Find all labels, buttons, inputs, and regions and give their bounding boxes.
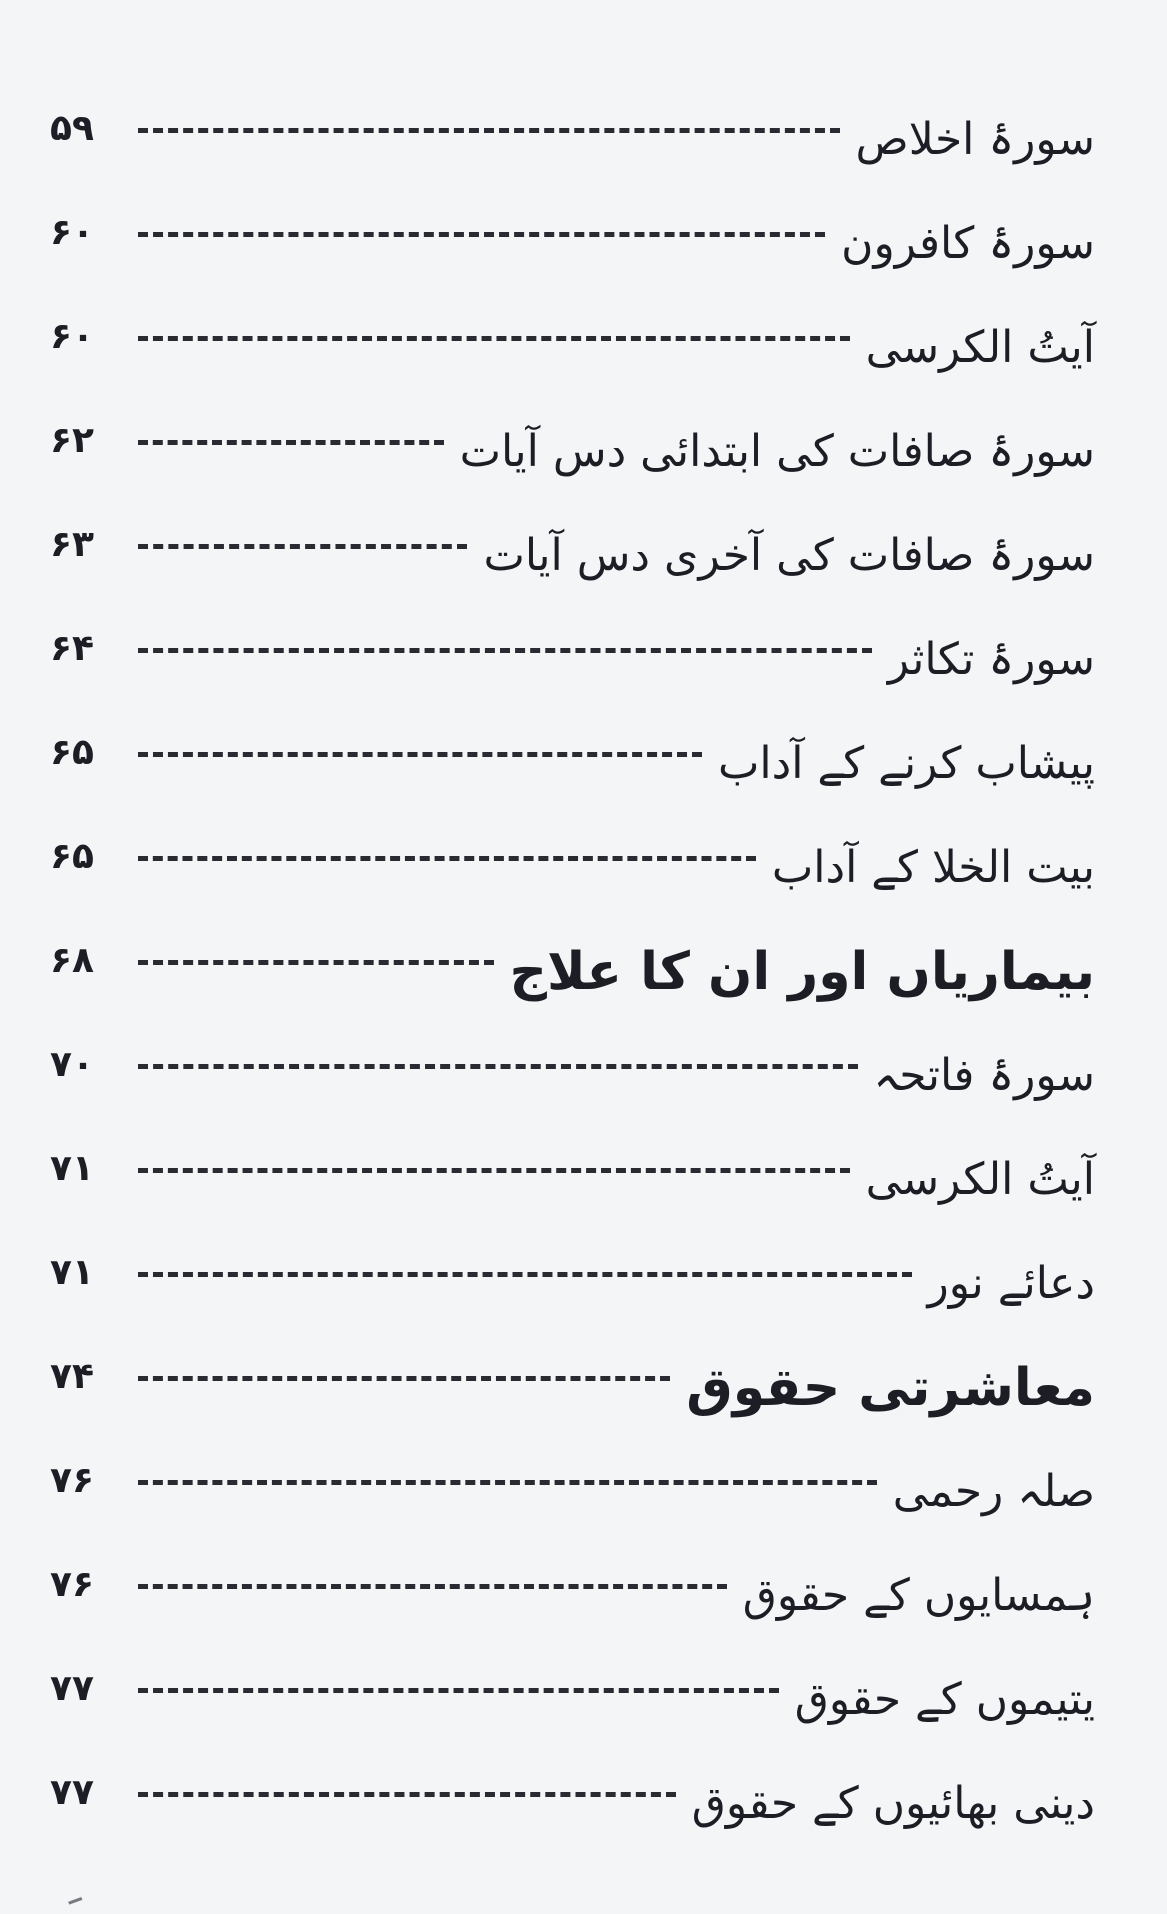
toc-leader-dots bbox=[138, 1480, 877, 1485]
toc-entry bbox=[50, 602, 1095, 706]
toc-entry-page: ۷۰ bbox=[50, 1043, 94, 1085]
toc-leader-dots bbox=[138, 1272, 912, 1277]
toc-leader-dots bbox=[138, 648, 872, 653]
toc-leader-dots bbox=[138, 1064, 858, 1069]
toc-entry bbox=[50, 1642, 1095, 1746]
toc-entry bbox=[50, 498, 1095, 602]
toc-entry-page: ۶۴ bbox=[50, 627, 94, 669]
toc-entry-page: ۷۶ bbox=[50, 1459, 94, 1501]
toc-entry-title: سورۂ تکاثر bbox=[887, 634, 1095, 685]
toc-entry-page: ۶۰ bbox=[50, 315, 94, 357]
toc-entry-title: یتیموں کے حقوق bbox=[794, 1674, 1095, 1725]
toc-entry bbox=[50, 1538, 1095, 1642]
toc-entry-page: ۶۳ bbox=[50, 523, 94, 565]
toc-entry bbox=[50, 186, 1095, 290]
toc-leader-dots bbox=[138, 960, 494, 965]
toc-entry-page: ۶۵ bbox=[50, 835, 94, 877]
toc-entry-title: ہمسایوں کے حقوق bbox=[742, 1570, 1095, 1621]
toc-entry-title: آیتُ الکرسی bbox=[865, 1154, 1095, 1205]
toc-entry-page: ۶۵ bbox=[50, 731, 94, 773]
toc-entry-title: سورۂ فاتحہ bbox=[873, 1050, 1095, 1101]
toc-leader-dots bbox=[138, 1792, 676, 1797]
toc-entry-title: سورۂ صافات کی ابتدائی دس آیات bbox=[459, 426, 1095, 477]
toc-entry-page: ۷۶ bbox=[50, 1563, 94, 1605]
toc-entry bbox=[50, 810, 1095, 914]
toc-entry-page: ۵۹ bbox=[50, 107, 94, 149]
toc-entry-title: دینی بھائیوں کے حقوق bbox=[691, 1778, 1095, 1829]
toc-entry bbox=[50, 1122, 1095, 1226]
toc-entry-page: ۷۴ bbox=[50, 1355, 94, 1397]
toc-entry-title: آیتُ الکرسی bbox=[865, 322, 1095, 373]
toc-entry bbox=[50, 1226, 1095, 1330]
toc-leader-dots bbox=[138, 752, 702, 757]
toc-entry-title: سورۂ کافرون bbox=[841, 218, 1095, 269]
toc-leader-dots bbox=[138, 1688, 779, 1693]
toc-entry-page: ۶۲ bbox=[50, 419, 94, 461]
toc-entry-title: صلہ رحمی bbox=[892, 1466, 1095, 1517]
toc-leader-dots bbox=[138, 1168, 850, 1173]
toc-entry-title: معاشرتی حقوق bbox=[686, 1358, 1095, 1418]
toc-leader-dots bbox=[138, 856, 756, 861]
toc-entry-page: ۷۷ bbox=[50, 1771, 94, 1813]
toc-entry-title: سورۂ اخلاص bbox=[855, 114, 1095, 165]
table-of-contents bbox=[50, 82, 1095, 1850]
toc-leader-dots bbox=[138, 128, 840, 133]
toc-leader-dots bbox=[138, 336, 850, 341]
toc-entry bbox=[50, 290, 1095, 394]
toc-entry bbox=[50, 1018, 1095, 1122]
toc-entry bbox=[50, 706, 1095, 810]
toc-entry bbox=[50, 82, 1095, 186]
toc-entry-page: ۷۱ bbox=[50, 1251, 94, 1293]
toc-entry-page: ۶۸ bbox=[50, 939, 94, 981]
toc-entry-page: ۶۰ bbox=[50, 211, 94, 253]
toc-entry bbox=[50, 1746, 1095, 1850]
toc-leader-dots bbox=[138, 1584, 727, 1589]
toc-section-heading bbox=[50, 1330, 1095, 1434]
toc-entry-title: بیماریاں اور ان کا علاج bbox=[509, 942, 1095, 1002]
toc-entry bbox=[50, 394, 1095, 498]
toc-entry-title: پیشاب کرنے کے آداب bbox=[717, 738, 1095, 789]
toc-leader-dots bbox=[138, 440, 444, 445]
toc-entry bbox=[50, 1434, 1095, 1538]
toc-leader-dots bbox=[138, 544, 467, 549]
toc-leader-dots bbox=[138, 232, 825, 237]
toc-leader-dots bbox=[138, 1376, 670, 1381]
toc-entry-page: ۷۱ bbox=[50, 1147, 94, 1189]
toc-entry-page: ۷۷ bbox=[50, 1667, 94, 1709]
toc-entry-title: بیت الخلا کے آداب bbox=[771, 842, 1095, 893]
toc-entry-title: سورۂ صافات کی آخری دس آیات bbox=[483, 530, 1095, 581]
toc-section-heading bbox=[50, 914, 1095, 1018]
toc-entry-title: دعائے نور bbox=[927, 1258, 1095, 1309]
page-edge-mark bbox=[68, 1897, 86, 1914]
